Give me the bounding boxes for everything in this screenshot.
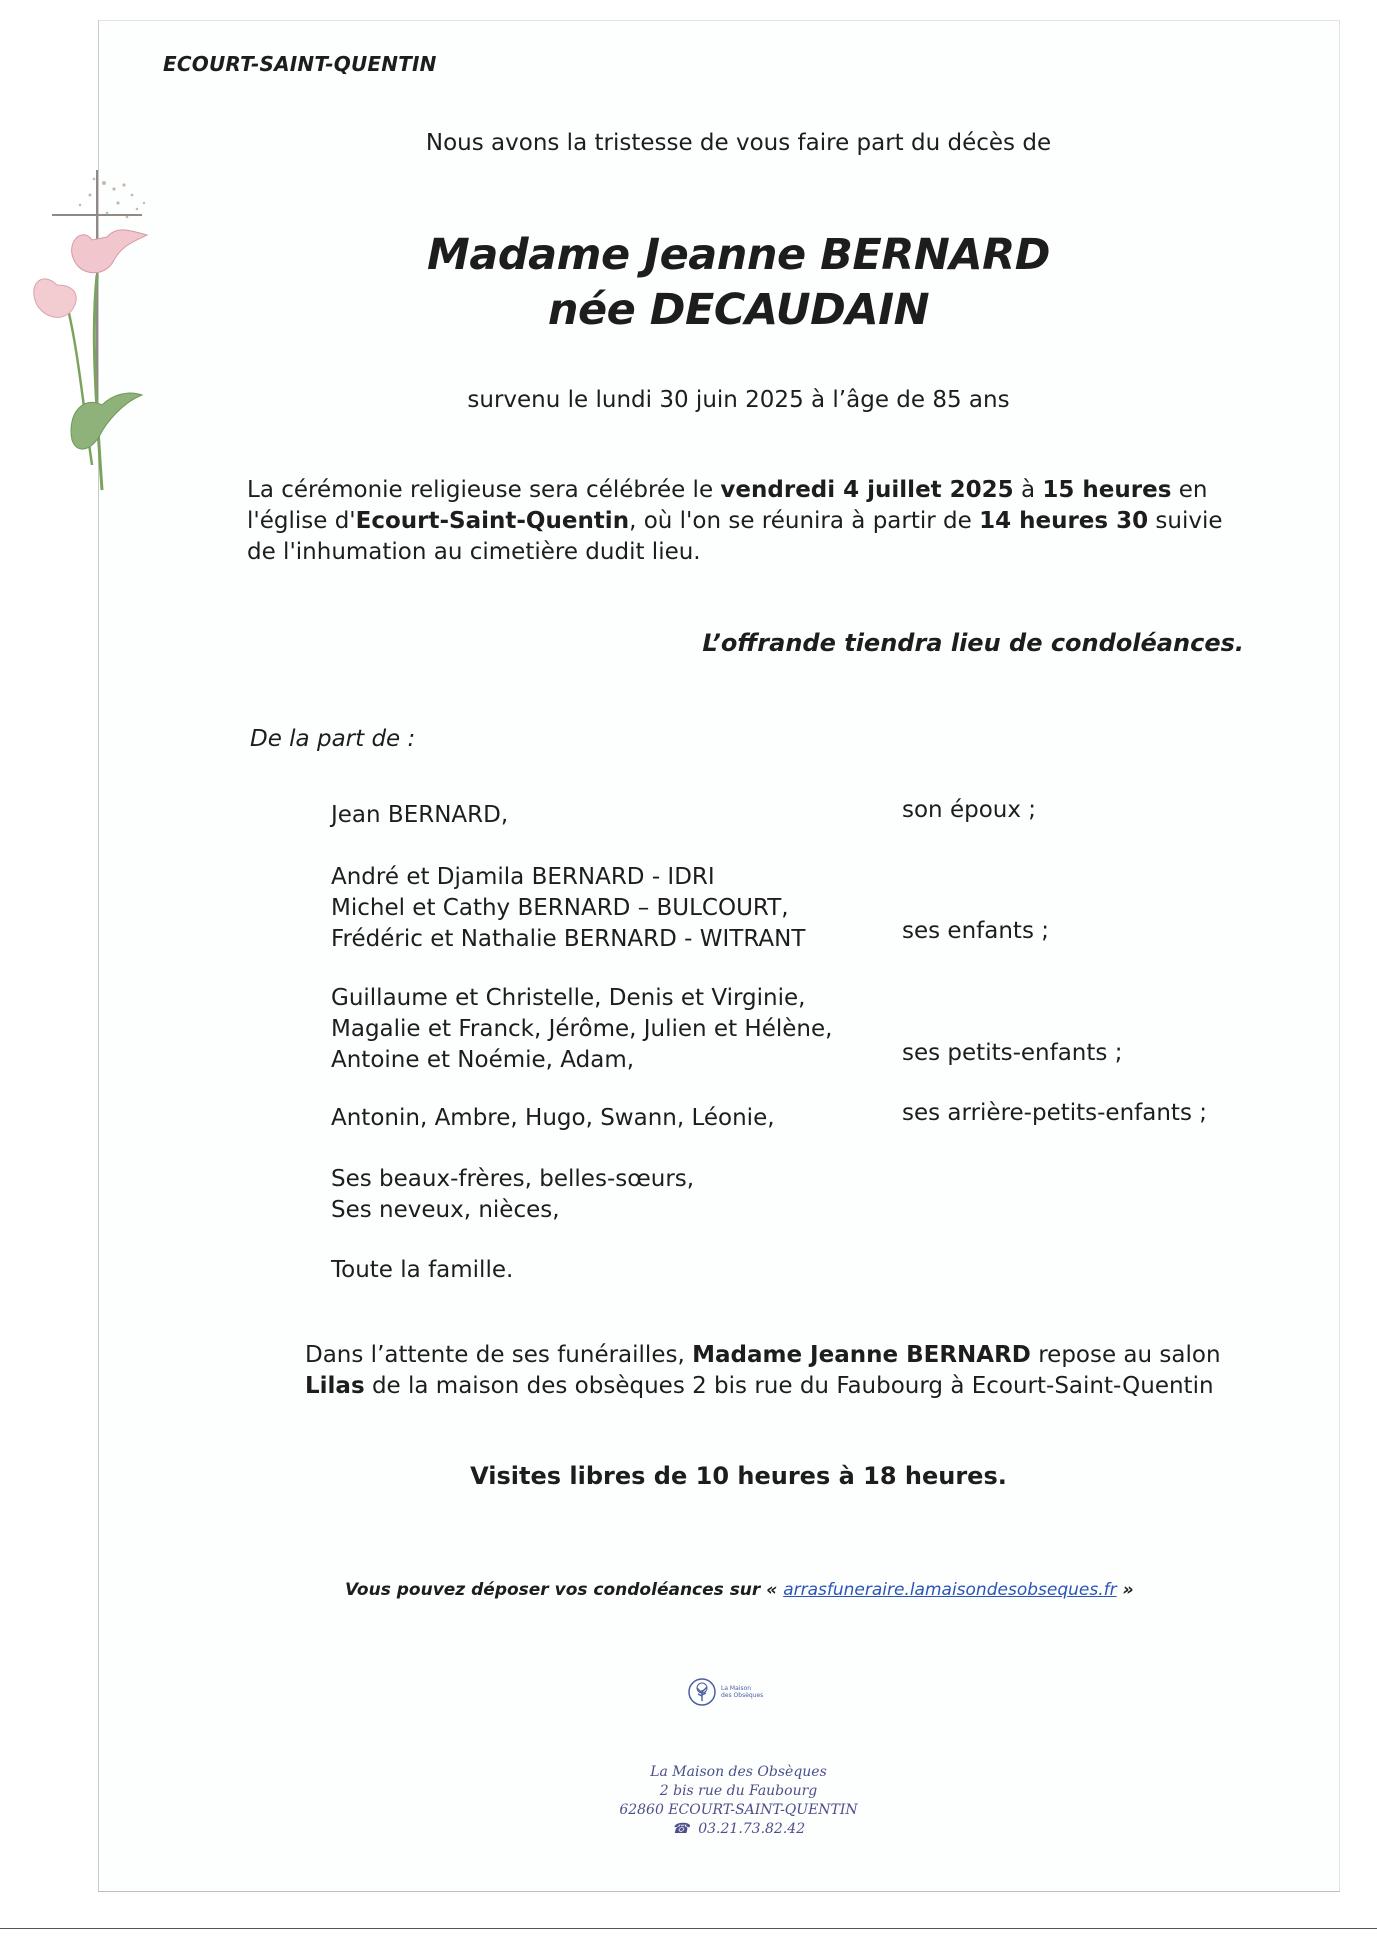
salon-room-name: Lilas — [305, 1373, 365, 1399]
ceremony-paragraph — [247, 475, 1227, 568]
footer-address — [0, 1763, 1377, 1839]
intro-text: Nous avons la tristesse de vous faire part du décès de — [425, 130, 1052, 156]
spouse-name: Jean BERNARD, — [331, 802, 509, 828]
salon-deceased-name: Madame Jeanne BERNARD — [692, 1342, 1031, 1368]
ceremony-text: en l'église d' — [247, 477, 1208, 534]
ceremony-text: , où l'on se réunira à partir de — [629, 508, 980, 534]
condolences-text: Vous pouvez déposer vos condoléances sur « — [345, 1580, 784, 1600]
ceremony-date: vendredi 4 juillet 2025 — [720, 477, 1014, 503]
list-item: André et Djamila BERNARD - IDRI — [331, 864, 715, 890]
salon-text: repose au salon — [1030, 1342, 1221, 1368]
telephone-icon: ☎ — [671, 1821, 690, 1837]
footer-street: 2 bis rue du Faubourg — [659, 1783, 818, 1799]
town-header: ECOURT-SAINT-QUENTIN — [163, 52, 437, 76]
list-item: Michel et Cathy BERNARD – BULCOURT, — [331, 895, 789, 921]
footer-name: La Maison des Obsèques — [650, 1764, 827, 1780]
visiting-hours: Visites libres de 10 heures à 18 heures. — [470, 1462, 1007, 1490]
list-item: Guillaume et Christelle, Denis et Virginie, — [331, 985, 806, 1011]
death-date-text: survenu le lundi 30 juin 2025 à l’âge de 85 ans — [467, 387, 1010, 413]
deceased-name: Madame Jeanne BERNARD — [427, 230, 1050, 280]
condolences-line — [345, 1580, 1134, 1600]
footer-city: 62860 ECOURT-SAINT-QUENTIN — [619, 1802, 858, 1818]
spouse-relation: son époux ; — [902, 797, 1037, 823]
from-label: De la part de : — [250, 726, 416, 752]
logo-text: La Maison — [721, 1685, 752, 1692]
grandchildren-list — [331, 983, 832, 1076]
whole-family: Toute la famille. — [331, 1257, 514, 1283]
salon-text: de la maison des obsèques 2 bis rue du Faubourg à Ecourt-Saint-Quentin — [364, 1373, 1214, 1399]
great-grandchildren-relation: ses arrière-petits-enfants ; — [902, 1100, 1207, 1126]
deceased-maiden-name: née DECAUDAIN — [547, 285, 930, 335]
list-item: Ses beaux-frères, belles-sœurs, — [331, 1166, 695, 1192]
list-item: Frédéric et Nathalie BERNARD - WITRANT — [331, 926, 806, 952]
ceremony-text: suivie de l'inhumation au cimetière dudit lieu. — [247, 508, 1223, 565]
bottom-rule — [0, 1928, 1377, 1929]
children-list — [331, 862, 805, 955]
tree-logo-icon — [687, 1677, 717, 1707]
grandchildren-relation: ses petits-enfants ; — [902, 1040, 1123, 1066]
funeral-home-logo — [687, 1677, 763, 1707]
list-item: Ses neveux, nièces, — [331, 1197, 560, 1223]
list-item: Magalie et Franck, Jérôme, Julien et Hélène, — [331, 1016, 833, 1042]
list-item: Antoine et Noémie, Adam, — [331, 1047, 635, 1073]
salon-text: Dans l’attente de ses funérailles, — [305, 1342, 693, 1368]
gathering-time: 14 heures 30 — [979, 508, 1149, 534]
offrande-note: L’offrande tiendra lieu de condoléances. — [702, 629, 1244, 657]
condolences-text: » — [1116, 1580, 1134, 1600]
condolences-link[interactable]: arrasfuneraire.lamaisondesobseques.fr — [783, 1580, 1117, 1600]
ceremony-text: La cérémonie religieuse sera célébrée le — [247, 477, 721, 503]
logo-text: des Obsèques — [721, 1692, 764, 1699]
children-relation: ses enfants ; — [902, 918, 1049, 944]
footer-phone[interactable]: 03.21.73.82.42 — [698, 1821, 806, 1837]
ceremony-place: Ecourt-Saint-Quentin — [355, 508, 630, 534]
great-grandchildren-list: Antonin, Ambre, Hugo, Swann, Léonie, — [331, 1105, 775, 1131]
salon-paragraph — [305, 1340, 1265, 1402]
ceremony-time: 15 heures — [1042, 477, 1172, 503]
footer-phone-line — [100, 1820, 1377, 1839]
ceremony-text: à — [1013, 477, 1043, 503]
in-laws-list — [331, 1164, 694, 1226]
